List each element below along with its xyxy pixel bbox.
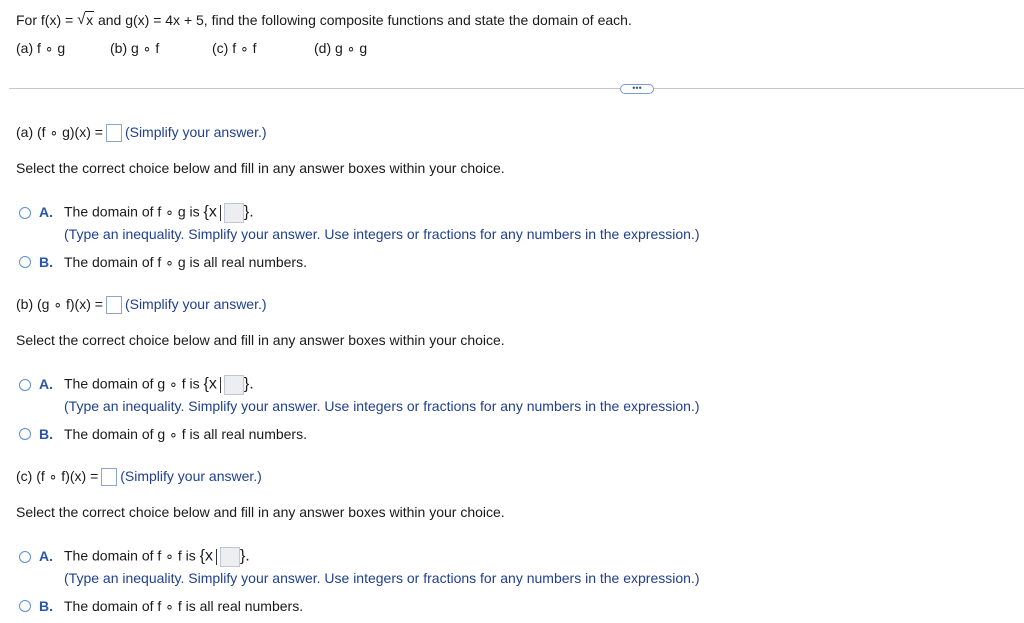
part-c-label: (c) f ∘ f (212, 40, 257, 56)
radio-c-option-b[interactable] (19, 600, 31, 612)
section-c-option-b-letter: B. (39, 598, 53, 614)
set-bar (220, 377, 221, 393)
section-a-option-a-text: The domain of f ∘ g is (64, 203, 200, 220)
domain-box-fof[interactable] (220, 547, 240, 567)
sqrt-expression (77, 12, 94, 28)
part-a-label: (a) f ∘ g (16, 40, 66, 56)
radio-a-option-a[interactable] (19, 207, 31, 219)
set-close-brace: }. (243, 203, 254, 221)
section-b-option-a-text: The domain of g ∘ f is (64, 375, 200, 392)
section-a-expression: (a) (f ∘ g)(x) = (16, 124, 103, 140)
section-b-option-a-letter: A. (39, 376, 53, 392)
section-b-instruction: Select the correct choice below and fill in any answer boxes within your choice. (16, 332, 505, 348)
domain-box-gof[interactable] (224, 375, 244, 395)
section-c-option-a-text: The domain of f ∘ f is (64, 547, 196, 564)
more-button[interactable]: ••• (620, 84, 654, 94)
section-c-option-a-hint: (Type an inequality. Simplify your answer. Use integers or fractions for any numbers in the expression.) (64, 570, 700, 586)
divider (9, 88, 1024, 89)
set-open-brace: {x (203, 203, 217, 221)
radio-b-option-a[interactable] (19, 379, 31, 391)
section-a-expression-row (16, 124, 267, 142)
answer-box-fof[interactable] (101, 468, 117, 486)
section-a-option-a-letter: A. (39, 204, 53, 220)
sqrt-symbol: √ (77, 11, 86, 28)
section-b-option-b-letter: B. (39, 426, 53, 442)
answer-box-fog[interactable] (106, 124, 122, 142)
section-c-expression-row (16, 468, 262, 486)
section-c-option-a-letter: A. (39, 548, 53, 564)
section-c-instruction: Select the correct choice below and fill in any answer boxes within your choice. (16, 504, 505, 520)
domain-box-fog[interactable] (224, 203, 244, 223)
section-c-hint: (Simplify your answer.) (120, 468, 262, 484)
set-close-brace: }. (243, 375, 254, 393)
sqrt-argument: x (86, 12, 94, 28)
part-b-label: (b) g ∘ f (110, 40, 160, 56)
answer-box-gof[interactable] (106, 296, 122, 314)
section-b-expression: (b) (g ∘ f)(x) = (16, 296, 103, 312)
section-a-option-b-text: The domain of f ∘ g is all real numbers. (64, 254, 307, 270)
question-text (16, 12, 632, 28)
radio-b-option-b[interactable] (19, 428, 31, 440)
section-c-option-b-text: The domain of f ∘ f is all real numbers. (64, 598, 304, 614)
part-d-label: (d) g ∘ g (314, 40, 368, 56)
set-open-brace: {x (199, 547, 213, 565)
section-b-hint: (Simplify your answer.) (124, 296, 267, 312)
section-a-instruction: Select the correct choice below and fill in any answer boxes within your choice. (16, 160, 505, 176)
set-bar (220, 205, 221, 221)
section-c-option-a-row (64, 547, 250, 567)
section-a-hint: (Simplify your answer.) (124, 124, 267, 140)
set-open-brace: {x (203, 375, 217, 393)
section-a-option-b-letter: B. (39, 254, 53, 270)
question-prefix: For f(x) = (16, 12, 78, 28)
section-a-option-a-row (64, 203, 254, 223)
section-b-expression-row (16, 296, 267, 314)
section-b-option-a-row (64, 375, 254, 395)
section-b-option-a-hint: (Type an inequality. Simplify your answer. Use integers or fractions for any numbers in the expression.) (64, 398, 700, 414)
set-bar (216, 549, 217, 565)
section-a-option-a-hint: (Type an inequality. Simplify your answer. Use integers or fractions for any numbers in the expression.) (64, 226, 700, 242)
radio-c-option-a[interactable] (19, 551, 31, 563)
section-c-expression: (c) (f ∘ f)(x) = (16, 468, 99, 484)
section-b-option-b-text: The domain of g ∘ f is all real numbers. (64, 426, 307, 442)
question-suffix: and g(x) = 4x + 5, find the following composite functions and state the domain of each. (94, 12, 632, 28)
set-close-brace: }. (239, 547, 250, 565)
radio-a-option-b[interactable] (19, 256, 31, 268)
